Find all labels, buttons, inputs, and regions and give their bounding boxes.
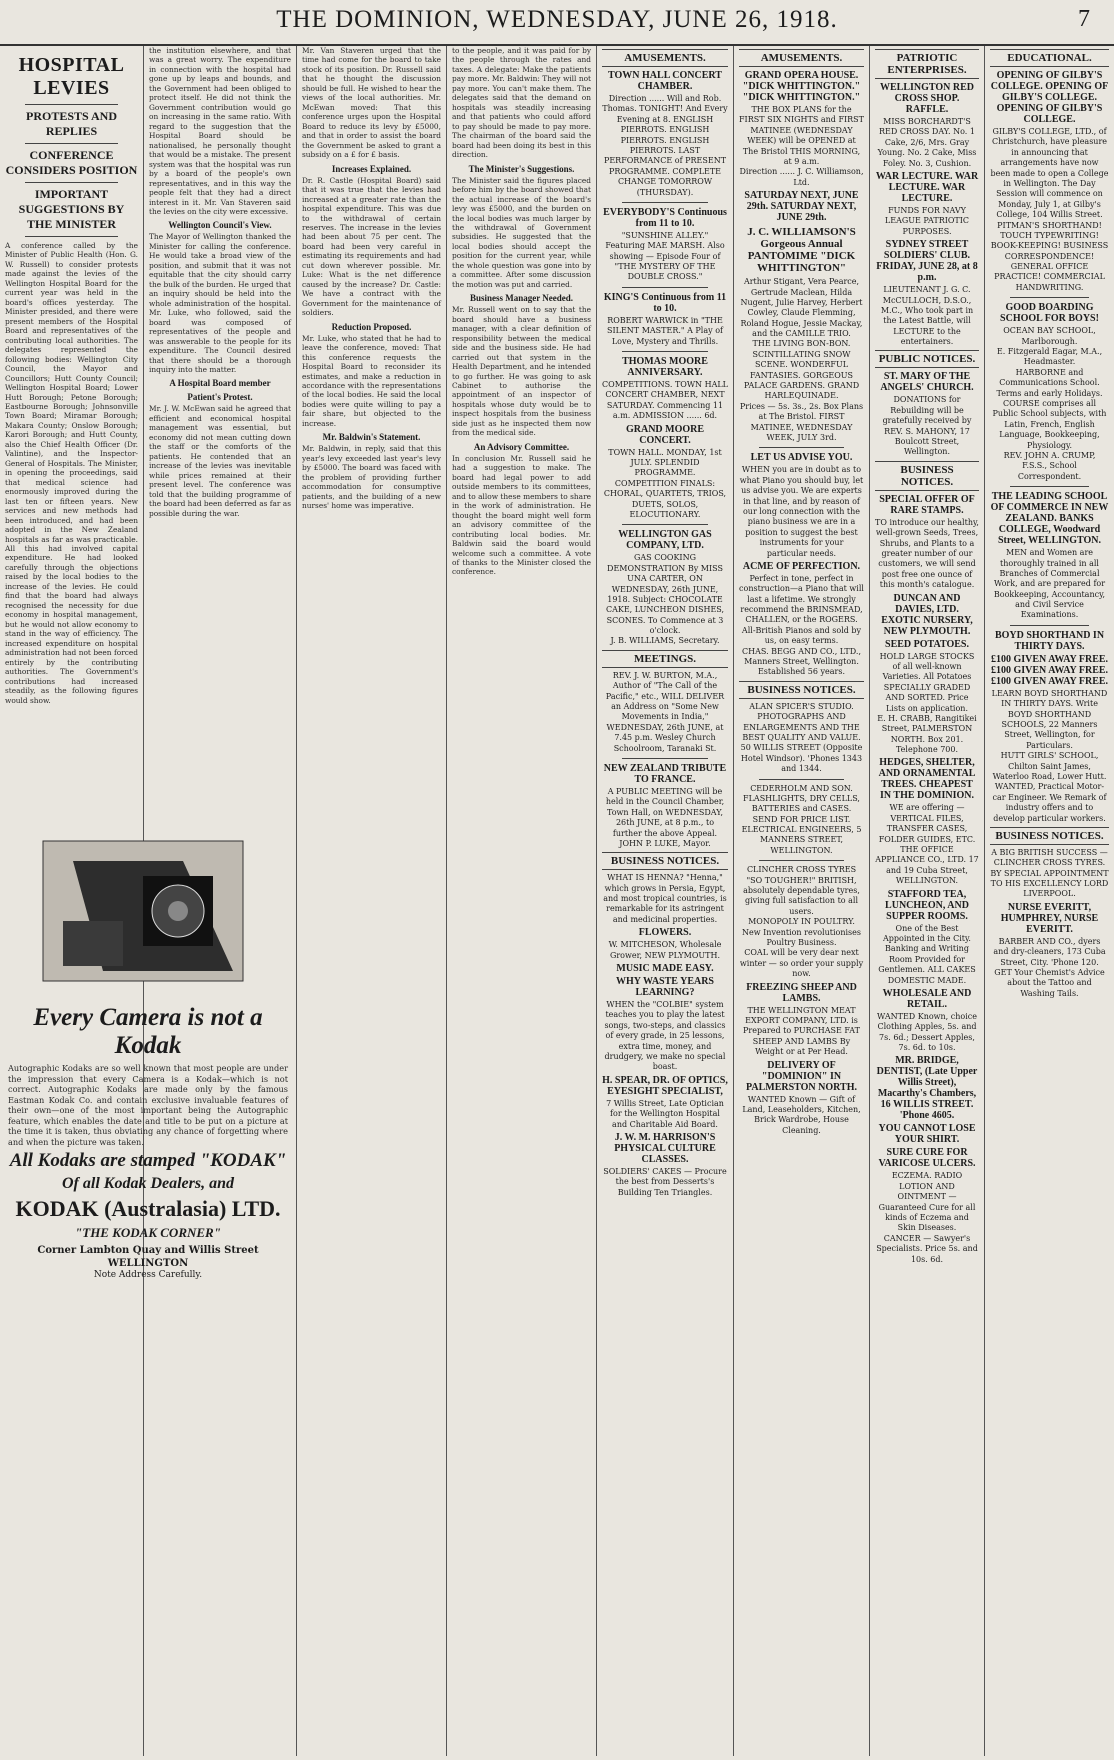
ad-body: WE are offering — VERTICAL FILES, TRANSFER CASES, FOLDER GUIDES, ETC. xyxy=(878,803,976,844)
section-heading: BUSINESS NOTICES. xyxy=(602,852,728,870)
ad-body: ELECTRICAL ENGINEERS, 5 MANNERS STREET, WELLINGTON. xyxy=(741,825,862,855)
ad-headline: Every Camera is not a Kodak xyxy=(33,1004,263,1059)
ad-body: THE OFFICE APPLIANCE CO., LTD. 17 and 19 Cuba Street, WELLINGTON. xyxy=(875,845,979,886)
article-body: A conference called by the Minister of Public Health (Hon. G. W. Russell) to consider protests made against the levies of the Wellington Hospital Board for the current year was held in the board's offices yesterday. The Minister presided, and there were present members of the Hospital Board and representatives of the contributing local authorities. The delegates represented the following bodies: Wellington City Council, the Mayor and Councillors; Hutt County Council; Wellington Hospital Board; Lower Hutt Borough; Petone Borough; Eastbourne Borough; Johnsonville Town Board; Miramar Borough; Makara County; Onslow Borough; Karori Borough; and Hutt County, also the Chief Health Officer (Dr. Valintine), and the Inspector-General of Hospitals. The Minister, in opening the proceedings, said that medical science had enormously improved during the last ten or fifteen years. New services and new methods had been introduced, and had been adopted in the New Zealand hospitals as far as was practicable. All this had involved capital expenditure. He had looked carefully through the objections raised by the local bodies to the increase of the levies. He could find that the board had always recognised the necessity for due economy in hospital management, but he would not allow economy to stand in the way of efficiency. The increased expenditure on hospital administration had not been forced entirely by the contributing authorities. The Government's contributions had increased steadily, as the following figures would show. xyxy=(5,241,141,705)
ad-body: ALAN SPICER'S STUDIO. PHOTOGRAPHS AND ENLARGEMENTS AND THE BEST QUALITY AND VALUE. 50 WILLIS STREET (Opposite Hotel Windsor). 'Phones 1343 and 1344. xyxy=(740,701,863,774)
ad-title: YOU CANNOT LOSE YOUR SHIRT. xyxy=(878,1123,976,1146)
section-heading: PUBLIC NOTICES. xyxy=(875,350,979,368)
ad-body: CLINCHER CROSS TYRES "SO TOUGHER!" BRITISH, absolutely dependable tyres, giving full satisfaction to all users. xyxy=(743,865,860,916)
ad-body: Direction ...... Will and Rob. Thomas. TONIGHT! And Every Evening at 8. ENGLISH PIERROTS. ENGLISH PIERROTS. ENGLISH PIERROTS. LAST PERFORMANCE of PRESENT PROGRAMME. COMPLETE CHANGE TOMORROW (THURSDAY). xyxy=(602,94,728,197)
ad-dealers: Of all Kodak Dealers, and xyxy=(62,1175,234,1192)
ad-body: MISS BORCHARDT'S RED CROSS DAY. No. 1 Cake, 2/6, Mrs. Gray Young. No. 2 Cake, Miss Foley. No. 3, Cushion. xyxy=(877,117,977,168)
ad-body: COMPETITIONS. TOWN HALL CONCERT CHAMBER, NEXT SATURDAY. Commencing 11 a.m. ADMISSION ...... 6d. xyxy=(602,380,728,421)
article-body: Mr. Russell went on to say that the board should have a business manager, with a clear definition of responsibility between the medical side and the business side. He had carried out that system in the Health Department, and he intended to go further. He was going to ask Cabinet to authorise the appointment of an inspector of hospitals whose duty would be to inspect hospitals from the business side just as he inspected them now from the medical side. xyxy=(452,305,594,438)
ad-title: GRAND OPERA HOUSE. "DICK WHITTINGTON." "DICK WHITTINGTON." xyxy=(742,70,861,103)
article-body: Mr. Luke, who stated that he had to leave the conference, moved: That this conference requests the Hospital Board to reconsider its estimates, and make a reduction in accordance with the representations of the local bodies. He said the local bodies were quite willing to pay a fair share, but objected to the increase. xyxy=(302,333,444,428)
ad-body: Perfect in tone, perfect in construction—a Piano that will last a lifetime. We strongly recommend the BRINSMEAD, CHALLEN, or the ROGERS. All-British Pianos and sold by us, on easy terms. xyxy=(739,573,864,646)
ad-title: WAR LECTURE. WAR LECTURE. WAR LECTURE. xyxy=(875,170,979,204)
ad-body: TO introduce our healthy, well-grown Seeds, Trees, Shrubs, and Plants to a greater number of our customers, we will send post free one ounce of this month's catalogue. xyxy=(875,517,979,590)
ad-body: OCEAN BAY SCHOOL, Marlborough. xyxy=(1003,326,1096,346)
amusements-column-2 xyxy=(734,46,869,1756)
deck: PROTESTS AND REPLIES xyxy=(25,109,118,138)
article-body: Mr. Baldwin, in reply, said that this year's levy exceeded last year's levy by £5000. The board was faced with the problem of providing further accommodation for consumptive patients, and the building of a new nurses' home was imperative. xyxy=(302,444,444,511)
ad-body: E. H. CRABB, Rangitikei Street, PALMERSTON NORTH. Box 201. Telephone 700. xyxy=(877,713,977,755)
ad-title: OPENING OF GILBY'S COLLEGE. OPENING OF GILBY'S COLLEGE. OPENING OF GILBY'S COLLEGE. xyxy=(990,70,1109,125)
article-continuation xyxy=(447,46,596,1756)
masthead xyxy=(0,0,1114,46)
ad-title: THOMAS MOORE ANNIVERSARY. xyxy=(622,356,708,379)
amusements-column xyxy=(597,46,733,1756)
section-heading: MEETINGS. xyxy=(602,650,728,668)
ad-title: H. SPEAR, DR. OF OPTICS, EYESIGHT SPECIALIST, xyxy=(602,1074,728,1097)
ad-body: ECZEMA. RADIO LOTION AND OINTMENT — Guaranteed Cure for all kinds of Eczema and Skin Diseases. xyxy=(878,1171,976,1233)
ad-title: SPECIAL OFFER OF RARE STAMPS. xyxy=(879,493,975,516)
ad-title: MUSIC MADE EASY. xyxy=(616,963,714,975)
section-heading: AMUSEMENTS. xyxy=(739,49,864,67)
article-hospital-levies xyxy=(0,46,143,826)
article-continuation xyxy=(144,46,296,811)
ad-title: ST. MARY OF THE ANGELS' CHURCH. xyxy=(880,371,974,394)
ad-body: BARBER AND CO., dyers and dry-cleaners, 173 Cuba Street, City. 'Phone 120. xyxy=(993,936,1106,967)
ad-body: WANTED Known — Gift of Land, Leaseholders, Kitchen, Brick Wardrobe, House Cleaning. xyxy=(742,1094,861,1135)
ad-title: J. C. WILLIAMSON'S Gorgeous Annual PANTOMIME "DICK WHITTINGTON" xyxy=(747,226,856,275)
ad-body: LEARN BOYD SHORTHAND IN THIRTY DAYS. Write BOYD SHORTHAND SCHOOLS, 22 Manners Street, Wellington, for Particulars. xyxy=(991,688,1108,750)
ad-title: £100 GIVEN AWAY FREE. £100 GIVEN AWAY FREE. £100 GIVEN AWAY FREE. xyxy=(990,653,1109,687)
article-body: the institution elsewhere, and that was a great worry. The expenditure in connection with the hospital had gone up by leaps and bounds, and the Government had been obliged to protect itself. He did not think the Government contribution would go on increasing in the same ratio. With regard to the suggestion that the Hospital Board should be nationalised, he personally thought that would be a mistake. The present system was that the hospital was run by a board of the people's own representatives, and in this way the people felt that they had a direct interest in it. Mr. Van Staveren said the levies on the city were excessive. xyxy=(149,46,294,216)
ad-body: Direction ...... J. C. Williamson, Ltd. xyxy=(739,167,864,187)
ad-body: PITMAN'S SHORTHAND! TOUCH TYPEWRITING! BOOK-KEEPING! BUSINESS CORRESPONDENCE! GENERAL OFFICE PRACTICE! COMMERCIAL HANDWRITING. xyxy=(990,220,1109,292)
ad-title: SEED POTATOES. xyxy=(885,638,969,650)
kodak-advertisement[interactable] xyxy=(0,815,296,1755)
ad-title: NEW ZEALAND TRIBUTE TO FRANCE. xyxy=(603,762,727,785)
ad-title: FLOWERS. xyxy=(638,927,692,939)
ad-body: "SUNSHINE ALLEY." Featuring MAE MARSH. Also showing — Episode Four of "THE MYSTERY OF THE DOUBLE CROSS." xyxy=(605,230,725,282)
article-body: Mr. J. W. McEwan said he agreed that efficient and economical hospital management was essential, but economy did not mean cutting down the staff or the comforts of the patients. He contended that an increase of the levies was inevitable while prices remained at their present level. The conference was told that the building programme of the board had been deferred as far as possible during the war. xyxy=(149,404,294,518)
ad-body: HUTT GIRLS' SCHOOL, Chilton Saint James, Waterloo Road, Lower Hutt. xyxy=(992,751,1107,781)
ad-body: SOLDIERS' CAKES — Procure the best from Desserts's Building Ten Triangles. xyxy=(603,1166,727,1197)
meeting-notice: A PUBLIC MEETING will be held in the Council Chamber, Town Hall, on WEDNESDAY, 26th JUNE, at 8 p.m., to further the above Appeal. xyxy=(605,786,725,838)
deck: CONFERENCE CONSIDERS POSITION xyxy=(5,148,138,177)
article-body: Mr. Van Staveren urged that the time had come for the board to take stock of its position. Dr. Russell said that he thought the discussion should be full. He wished to hear the views of the local authorities. Mr. McEwan moved: That this conference urges upon the Hospital Board to reduce its levy by £5000, and that in order to assist the board the Government be asked to grant a subsidy on a £ for £ basis. xyxy=(302,46,444,160)
article-body: to the people, and it was paid for by the people through the rates and taxes. A delegate: Make the patients pay more. Mr. Baldwin: They will not pay more. You can't make them. The delegates said that the demand on hospitals was steadily increasing and that patients who could afford to pay should be made to pay more. The chairman of the board said the board had been doing its best in this direction. xyxy=(452,46,594,160)
ad-title: LET US ADVISE YOU. xyxy=(750,452,853,464)
ad-title: J. W. M. HARRISON'S PHYSICAL CULTURE CLASSES. xyxy=(614,1131,716,1165)
ad-body: GILBY'S COLLEGE, LTD., of Christchurch, have pleasure in announcing that arrangements have now been made to open a College in Wellington. The Day Session will commence on Monday, July 1, at Gilby's College, 104 Willis Street. xyxy=(990,127,1109,220)
ad-signature: JOHN P. LUKE, Mayor. xyxy=(619,838,711,848)
subheading: A Hospital Board member xyxy=(169,378,271,389)
section-heading: BUSINESS NOTICES. xyxy=(875,461,979,491)
ad-body: THE BOX PLANS for the FIRST SIX NIGHTS and FIRST MATINEE (WEDNESDAY WEEK) will be OPENED at The Bristol THIS MORNING, at 9 a.m. xyxy=(739,105,864,166)
article-body: The Minister said the figures placed before him by the board showed that the actual increase of the board's levy was £5000, and the burden on the local bodies was much larger by the withdrawal of Government subsidies. He suggested that the local bodies should accept the position for the current year, while the whole question was gone into by a committee. After some discussion the motion was put and carried. xyxy=(452,175,594,289)
ad-title: GRAND MOORE CONCERT. xyxy=(625,423,705,446)
ad-title: TOWN HALL CONCERT CHAMBER. xyxy=(608,70,722,92)
camera-icon xyxy=(33,821,263,1001)
ad-body: W. MITCHESON, Wholesale Grower, NEW PLYMOUTH. xyxy=(608,940,722,960)
ad-body: LIEUTENANT J. G. C. McCULLOCH, D.S.O., M.C., Who took part in the Latest Battle, will LECTURE to the entertainers. xyxy=(880,285,974,347)
ad-body: WHEN you are in doubt as to what Piano you should buy, let us advise you. We are experts in that line, and by reason of our long connection with the piano business we are in a position to suggest the best instruments for your particular needs. xyxy=(739,465,864,558)
newspaper-title: THE DOMINION, WEDNESDAY, JUNE 26, 1918. xyxy=(276,6,838,33)
subheading: Wellington Council's View. xyxy=(168,220,272,231)
article-body: The Mayor of Wellington thanked the Minister for calling the conference. He would take a broad view of the position, and submit that it was not equitable that the city should carry the bulk of the burden. He urged that an inquiry should be held into the whole administration of the hospital. Mr. Luke, who followed, said the board was composed of representatives of the people and was answerable to the people for its expenditure. The Council desired that there should be a thorough inquiry into the matter. xyxy=(149,232,294,374)
ad-body: A BIG BRITISH SUCCESS — CLINCHER CROSS TYRES. xyxy=(991,847,1108,868)
ad-title: FREEZING SHEEP AND LAMBS. xyxy=(746,981,857,1004)
section-heading: EDUCATIONAL. xyxy=(990,49,1109,67)
subheading: Business Manager Needed. xyxy=(469,293,574,304)
ad-tagline: "THE KODAK CORNER" xyxy=(75,1225,221,1240)
ad-title: MR. BRIDGE, DENTIST, (Late Upper Willis Street), Macarthy's Chambers, 16 WILLIS STREET. 'Phone 4605. xyxy=(876,1055,978,1122)
ad-body: Arthur Stigant, Vera Pearce, Gertrude Maclean, Hilda Nugent, Julie Harvey, Herbert Cowley, Claude Flemming, Roland Hogue, Jessie Mackay, and the CAMILLE TRIO. xyxy=(740,277,863,339)
subheading: Reduction Proposed. xyxy=(331,321,412,332)
section-heading: PATRIOTIC ENTERPRISES. xyxy=(875,49,979,79)
ad-title: KING'S Continuous from 11 to 10. xyxy=(603,291,727,314)
ad-body: CANCER — Sawyer's Specialists. Price 5s. and 10s. 6d. xyxy=(876,1233,978,1264)
ad-title: THE LEADING SCHOOL OF COMMERCE IN NEW ZEALAND. BANKS COLLEGE, Woodward Street, WELLINGTON. xyxy=(990,491,1109,547)
ad-body: ROBERT WARWICK in "THE SILENT MASTER." A Play of Love, Mystery and Thrills. xyxy=(607,315,723,346)
ad-title: DUNCAN AND DAVIES, LTD. EXOTIC NURSERY, NEW PLYMOUTH. xyxy=(881,592,973,637)
ad-title: EVERYBODY'S Continuous from 11 to 10. xyxy=(603,206,727,229)
subheading: Mr. Baldwin's Statement. xyxy=(322,432,421,443)
section-heading: BUSINESS NOTICES. xyxy=(739,681,864,699)
ad-body: BY SPECIAL APPOINTMENT TO HIS EXCELLENCY LORD LIVERPOOL. xyxy=(990,868,1109,899)
ad-body: DONATIONS for Rebuilding will be gratefully received by REV. S. MAHONY, 17 Boulcott Street, Wellington. xyxy=(882,395,972,457)
ad-title: DELIVERY OF "DOMINION" IN PALMERSTON NORTH. xyxy=(746,1059,857,1093)
subheading: The Minister's Suggestions. xyxy=(468,163,575,174)
deck: IMPORTANT SUGGESTIONS BY THE MINISTER xyxy=(18,187,125,231)
ad-body: WANTED, Practical Motor-car Engineer. We Remark of industry offers and to develop particular workers. xyxy=(992,782,1107,823)
ad-body: One of the Best Appointed in the City. Banking and Writing Room Provided for Gentlemen. ALL CAKES DOMESTIC MADE. xyxy=(878,923,976,985)
ad-body: COURSE comprises all Public School subjects, with Latin, French, English Language, Bookkeeping, Physiology. xyxy=(992,398,1107,450)
ad-signature: REV. JOHN A. CRUMP, F.S.S., School Correspondent. xyxy=(1003,450,1096,481)
ad-title: WELLINGTON GAS COMPANY, LTD. xyxy=(618,529,712,552)
ad-title: SYDNEY STREET SOLDIERS' CLUB. FRIDAY, JUNE 28, at 8 p.m. xyxy=(876,239,978,284)
ad-title: WHOLESALE AND RETAIL. xyxy=(882,987,972,1010)
ad-signature: E. Fitzgerald Eagar, M.A., Headmaster. xyxy=(996,347,1103,367)
ad-body: CHAS. BEGG AND CO., LTD., Manners Street, Wellington. Established 56 years. xyxy=(742,646,861,677)
ad-company: KODAK (Australasia) LTD. xyxy=(15,1196,281,1221)
ad-body: HARBORNE and Communications School. Terms and early Holidays. xyxy=(996,367,1103,398)
article-continuation xyxy=(297,46,446,1756)
ad-title: BOYD SHORTHAND IN THIRTY DAYS. xyxy=(994,629,1105,652)
camera-illustration xyxy=(33,821,263,1001)
patriotic-column xyxy=(870,46,984,1756)
ad-subline: All Kodaks are stamped "KODAK" xyxy=(9,1150,287,1171)
ad-body: WHAT IS HENNA? "Henna," which grows in Persia, Egypt, and most tropical countries, is remarkable for its astringent and medicinal properties. xyxy=(603,873,727,924)
ad-body: Prices — 5s. 3s., 2s. Box Plans at The Bristol. FIRST MATINEE, WEDNESDAY WEEK, JULY 3rd. xyxy=(739,401,864,442)
ad-title: GOOD BOARDING SCHOOL FOR BOYS! xyxy=(1000,302,1099,325)
ad-body: GAS COOKING DEMONSTRATION By MISS UNA CARTER, ON WEDNESDAY, 26th JUNE, 1918. Subject: CHOCOLATE CAKE, LUNCHEON DISHES, SCONES. To Commence at 3 o'clock. xyxy=(605,553,725,636)
ad-body: TOWN HALL. MONDAY, 1st JULY. SPLENDID PROGRAMME. COMPETITION FINALS: CHORAL, QUARTETS, TRIOS, DUETS, SOLOS, ELOCUTIONARY. xyxy=(603,447,727,519)
ad-body: THE WELLINGTON MEAT EXPORT COMPANY, LTD. is Prepared to PURCHASE FAT SHEEP AND LAMBS By Weight or at Per Head. xyxy=(743,1005,860,1057)
ad-body: CEDERHOLM AND SON. FLASHLIGHTS, DRY CELLS, BATTERIES and CASES. SEND FOR PRICE LIST. xyxy=(743,783,860,824)
article-body: In conclusion Mr. Russell said he had a suggestion to make. The board had legal power to add outside members to its committees, and to allow these members to share in the work of administration. He thought the board might well form an advisory committee of the contributing local bodies. Mr. Baldwin said the board would welcome such a committee. A vote of thanks to the Minister closed the conference. xyxy=(452,453,594,577)
ad-title: SURE CURE FOR VARICOSE ULCERS. xyxy=(878,1147,976,1170)
ad-body: GET Your Chemist's Advice about the Tattoo and Washing Tails. xyxy=(994,968,1105,998)
ad-body: WANTED Known, choice Clothing Apples, 5s. and 7s. 6d.; Dessert Apples, 7s. 6d. to 10s. xyxy=(877,1011,977,1053)
page-number: 7 xyxy=(1078,6,1090,32)
ad-title: ACME OF PERFECTION. xyxy=(742,560,861,572)
ad-signature: J. B. WILLIAMS, Secretary. xyxy=(610,636,720,646)
section-heading: BUSINESS NOTICES. xyxy=(990,827,1109,845)
ad-body: Autographic Kodaks are so well known that most people are under the impression that every Camera is a Kodak—which is not correct. Autographic Kodaks are made only by the famous Eastman Kodak Co. and contain exclusive invaluable features of their own—one of the most important being the Autographic feature, which enables the date and title to be put on a picture at the time it is taken, thus obviating any chance of forgetting where and when the picture was taken. xyxy=(8,1063,291,1147)
ad-body: 7 Willis Street, Late Optician for the Wellington Hospital and Charitable Aid Board. xyxy=(606,1098,724,1129)
ad-address: Corner Lambton Quay and Willis Street WELLINGTON xyxy=(37,1245,259,1269)
ad-body: HOLD LARGE STOCKS of all well-known Varieties. All Potatoes SPECIALLY GRADED AND SORTED. Price Lists on application. xyxy=(879,651,975,713)
meeting-notice: REV. J. W. BURTON, M.A., Author of "The Call of the Pacific," etc., WILL DELIVER an Address on "Some New Movements in India," WEDNESDAY, 26th JUNE, at 7.45 p.m. Wesley Church Schoolroom, Taranaki St. xyxy=(605,670,725,753)
subheading: Patient's Protest. xyxy=(187,392,253,403)
ad-title: WELLINGTON RED CROSS SHOP. RAFFLE. xyxy=(879,82,974,115)
ad-note: Note Address Carefully. xyxy=(93,1270,203,1280)
ad-body: FUNDS FOR NAVY LEAGUE PATRIOTIC PURPOSES. xyxy=(884,205,970,236)
headline: HOSPITAL LEVIES xyxy=(18,54,125,99)
ad-body: THE LIVING BON-BON. SCINTILLATING SNOW SCENE. WONDERFUL FANTASIES. GORGEOUS PALACE GARDENS. GRAND HARLEQUINADE. xyxy=(743,339,860,401)
ad-title: WHY WASTE YEARS LEARNING? xyxy=(616,976,714,999)
ad-title: SATURDAY NEXT, JUNE 29th. SATURDAY NEXT, JUNE 29th. xyxy=(744,190,859,224)
section-heading: AMUSEMENTS. xyxy=(602,49,728,67)
article-body: Dr. R. Castle (Hospital Board) said that it was true that the levies had increased at a greater rate than the hospital expenditure. This was due to the withdrawal of certain reserves. The increase in the levies had been about 75 per cent. The board had been very careful in estimating its requirements and had cut down wherever possible. Mr. Luke: What is the net difference caused by the increase? Dr. Castle: We have a contract with the Government for the maintenance of soldiers. xyxy=(302,175,444,318)
ad-body: MONOPOLY IN POULTRY. New Invention revolutionises Poultry Business. xyxy=(742,917,861,947)
ad-title: STAFFORD TEA, LUNCHEON, AND SUPPER ROOMS. xyxy=(885,888,969,922)
subheading: An Advisory Committee. xyxy=(473,441,570,452)
ad-title: HEDGES, SHELTER, AND ORNAMENTAL TREES. CHEAPEST IN THE DOMINION. xyxy=(878,757,976,802)
subheading: Increases Explained. xyxy=(331,163,412,174)
ad-body: MEN and Women are thoroughly trained in all Branches of Commercial Work, and are prepared for Bookkeeping, Accountancy, and Civil Service Examinations. xyxy=(993,548,1106,620)
ad-body: COAL will be very dear next winter — so order your supply now. xyxy=(739,948,864,979)
educational-column xyxy=(985,46,1114,1756)
ad-body: WHEN the "COLBIE" system teaches you to play the latest songs, two-steps, and classics of every grade, in 25 lessons, extra time, money, and drudgery, we make no special boast. xyxy=(604,1000,726,1072)
ad-title: NURSE EVERITT, HUMPHREY, NURSE EVERITT. xyxy=(1000,901,1099,935)
